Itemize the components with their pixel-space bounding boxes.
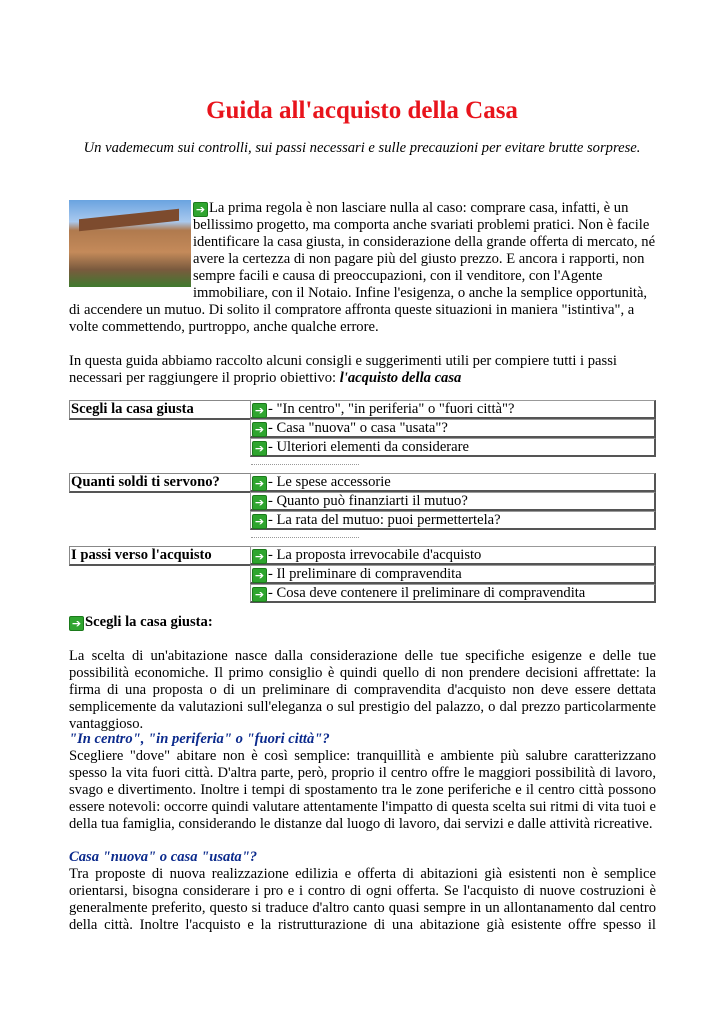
arrow-icon: ➔ [69,616,84,631]
toc-link[interactable] [250,419,656,438]
section-paragraph: La scelta di un'abitazione nasce dalla considerazione delle tue specifiche esigenze e delle tue possibilità economiche. Il primo consiglio è quindi quello di non prendere decisioni affrettate: la firma di una proposta o di un preliminare di compravendita d'acquisto non deve essere dettata semplicemente da valutazioni sull'eleganza o sul prestigio del palazzo, o dal prezzo particolarmente vantaggioso. [69,648,656,732]
toc-link-label: - La rata del mutuo: puoi permettertela? [268,512,501,528]
intro-paragraph: La prima regola è non lasciare nulla al caso: comprare casa, infatti, è un bellissimo progetto, ma comporta anche svariati problemi pratici. Non è facile identificare la casa giusta, in considerazione della grande offerta di mercato, né avere la certezza di non pagare più del giusto prezzo. E ancora i rapporti, non sempre facili e causa di preoccupazioni, con il venditore, con l'Agente immobiliare, con il Notaio. Infine l'esigenza, o anche la semplice opportunità, di accendere un mutuo. Di solito il compratore affronta queste situazioni in maniera "istintiva", a volte commettendo, purtroppo, anche qualche errore. [69,200,656,335]
table-of-contents [69,400,656,603]
arrow-icon: ➔ [193,202,208,217]
arrow-icon: ➔ [252,441,267,456]
arrow-icon: ➔ [252,568,267,583]
toc-link-label: - Le spese accessorie [268,474,391,490]
subheading: Casa "nuova" o casa "usata"? [69,849,258,865]
house-photo [69,200,191,287]
section-heading [69,614,656,631]
toc-heading: Scegli la casa giusta [69,400,250,420]
arrow-icon: ➔ [252,514,267,529]
toc-link[interactable] [250,400,656,419]
arrow-icon: ➔ [252,549,267,564]
subheading: "In centro", "in periferia" o "fuori città"? [69,731,330,747]
toc-link-label: - Cosa deve contenere il preliminare di compravendita [268,585,586,601]
arrow-icon: ➔ [252,403,267,418]
toc-group [69,473,656,530]
toc-link-label: - Il preliminare di compravendita [268,566,462,582]
toc-link[interactable] [250,438,656,457]
toc-link[interactable] [250,565,656,584]
section-heading-label: Scegli la casa giusta: [85,614,213,630]
dotted-separator [69,457,656,473]
toc-link[interactable] [250,584,656,603]
toc-link-label: - Quanto può finanziarti il mutuo? [268,493,468,509]
toc-heading: Quanti soldi ti servono? [69,473,250,493]
intro-emphasis: l'acquisto della casa [339,370,462,386]
page-subtitle: Un vademecum sui controlli, sui passi necessari e sulle precauzioni per evitare brutte sorprese. [83,140,641,156]
intro-paragraph-2: In questa guida abbiamo raccolto alcuni consigli e suggerimenti utili per compiere tutti i passi necessari per raggiungere il proprio obiettivo: [69,353,617,386]
section-paragraph: Scegliere "dove" abitare non è così semplice: tranquillità e ambiente più salubre caratterizzano spesso la vita fuori città. D'altra parte, però, proprio il centro offre le maggiori possibilità di lavoro, svago e divertimento. Inoltre i tempi di spostamento tra le zone periferiche e il centro città possono essere notevoli: occorre quindi valutare attentamente l'impatto di questa scelta sui ritmi di vita tuoi e della tua famiglia, considerando le distanze dal luogo di lavoro, dai servizi e dalle attività ricreative. [69,748,656,832]
toc-group [69,546,656,603]
intro [69,200,656,387]
arrow-icon: ➔ [252,476,267,491]
toc-heading: I passi verso l'acquisto [69,546,250,566]
toc-link[interactable] [250,511,656,530]
arrow-icon: ➔ [252,422,267,437]
toc-group [69,400,656,457]
toc-link-label: - La proposta irrevocabile d'acquisto [268,547,482,563]
toc-link[interactable] [250,492,656,511]
toc-link-label: - "In centro", "in periferia" o "fuori città"? [268,401,515,417]
arrow-icon: ➔ [252,587,267,602]
page-title: Guida all'acquisto della Casa [206,97,518,124]
dotted-separator [69,530,656,546]
arrow-icon: ➔ [252,495,267,510]
toc-link[interactable] [250,546,656,565]
toc-link[interactable] [250,473,656,492]
section-paragraph: Tra proposte di nuova realizzazione edilizia e offerta di abitazioni già esistenti non è semplice orientarsi, bisogna considerare i pro e i contro di ogni offerta. Se l'acquisto di nuove costruzioni è generalmente preferito, questo si traduce d'altro canto quasi sempre in un allontanamento dal centro della città. Inoltre l'acquisto e la ristrutturazione di una abitazione già esistente offre spesso il [69,866,656,933]
toc-link-label: - Casa "nuova" o casa "usata"? [268,420,448,436]
toc-link-label: - Ulteriori elementi da considerare [268,439,469,455]
